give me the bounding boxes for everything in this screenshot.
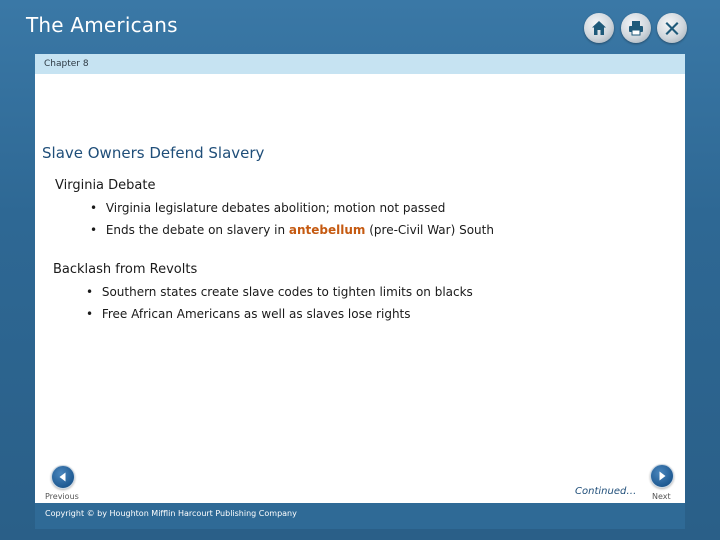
list-item-text: Ends the debate on slavery in (105, 223, 289, 237)
bullet-dot: • (90, 201, 98, 215)
print-icon (627, 19, 645, 37)
slide-heading: Slave Owners Defend Slavery (42, 144, 265, 162)
list-item (86, 285, 473, 299)
print-button[interactable] (621, 13, 651, 43)
app-title: The Americans (26, 13, 178, 37)
section-title-backlash-from-revolts: Backlash from Revolts (53, 262, 198, 277)
list-item-text: Virginia legislature debates abolition; motion not passed (105, 201, 446, 215)
chapter-label: Chapter 8 (44, 59, 89, 69)
list-item (90, 223, 494, 237)
chapter-bar (35, 54, 685, 74)
bullet-dot: • (86, 285, 94, 299)
list-item (86, 307, 411, 321)
home-icon (590, 19, 608, 37)
bullet-dot: • (86, 307, 94, 321)
close-icon (663, 19, 681, 37)
continued-label: Continued… (575, 486, 637, 497)
close-button[interactable] (657, 13, 687, 43)
next-label: Next (652, 492, 671, 501)
home-button[interactable] (584, 13, 614, 43)
list-item-text: Southern states create slave codes to tighten limits on blacks (101, 285, 473, 299)
list-item (90, 201, 445, 215)
next-button[interactable] (650, 464, 674, 488)
previous-button[interactable] (51, 465, 75, 489)
arrow-left-icon (57, 471, 69, 483)
section-title-virginia-debate: Virginia Debate (55, 178, 156, 193)
bullet-dot: • (90, 223, 98, 237)
arrow-right-icon (656, 470, 668, 482)
list-item-text: Free African Americans as well as slaves lose rights (101, 307, 411, 321)
list-item-text: (pre-Civil War) South (365, 223, 494, 237)
copyright-text: Copyright © by Houghton Mifflin Harcourt Publishing Company (45, 509, 297, 518)
previous-label: Previous (45, 492, 79, 501)
highlight-term: antebellum (288, 223, 366, 237)
